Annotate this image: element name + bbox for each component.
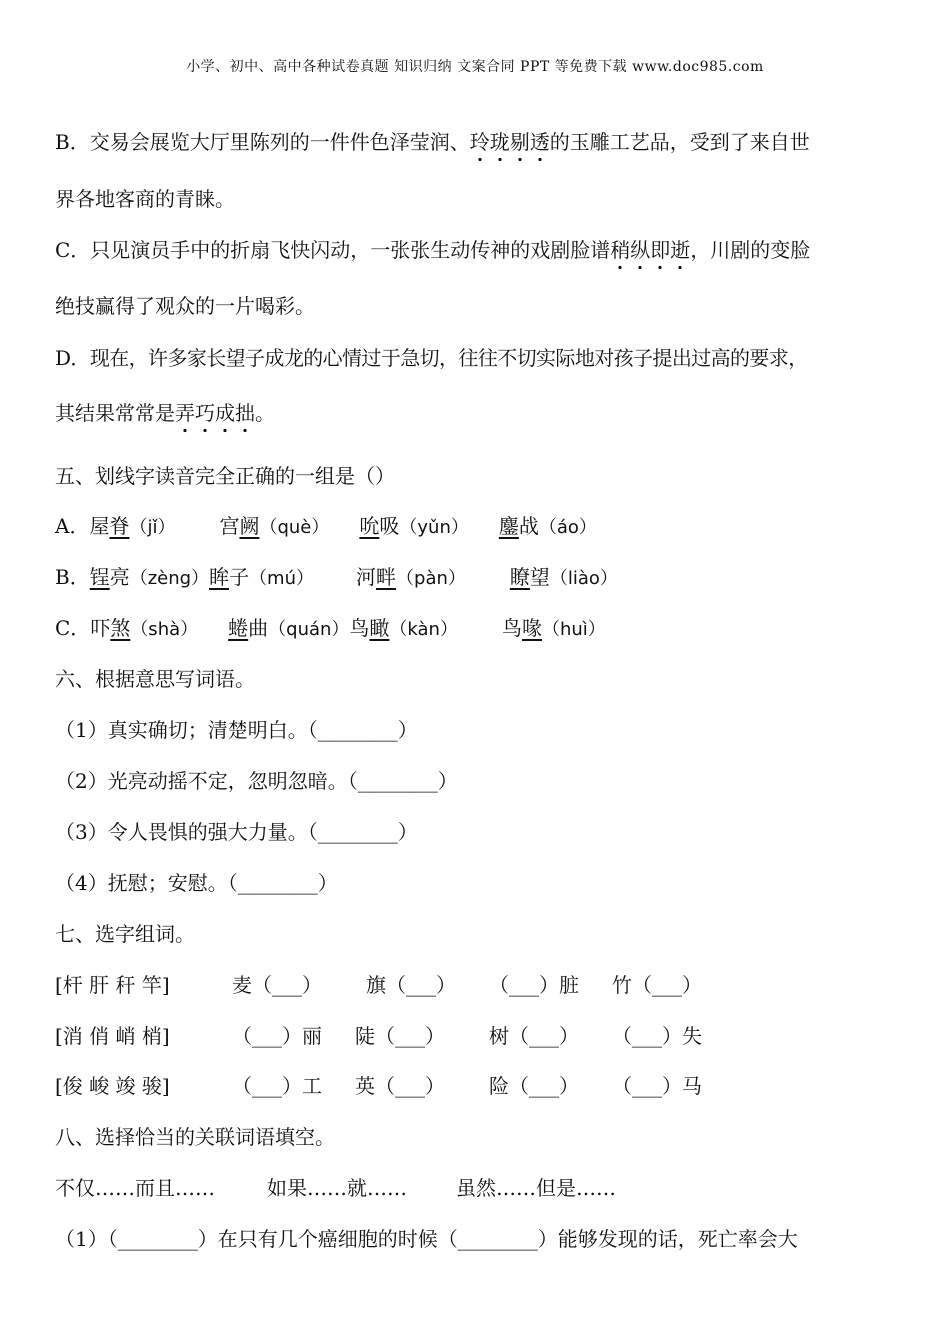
q5-b4-underlined: 瞭 bbox=[509, 565, 530, 589]
q4-b-dotted-word: 玲珑剔透 bbox=[470, 130, 550, 162]
q6-item-4: （4）抚慰；安慰。（________） bbox=[55, 871, 338, 895]
q5-c1-pinyin: （shà） bbox=[130, 619, 199, 640]
q4-d-text-pre: 其结果常常是 bbox=[55, 401, 175, 425]
q4-b-text-pre: B．交易会展览大厅里陈列的一件件色泽莹润、 bbox=[55, 130, 470, 154]
q5-b2-underlined: 眸 bbox=[209, 565, 230, 589]
q6-item-3: （3）令人畏惧的强大力量。（________） bbox=[55, 820, 418, 844]
q8-title: 八、选择恰当的关联词语填空。 bbox=[55, 1125, 335, 1149]
q5-a4-post: 战 bbox=[518, 514, 539, 538]
q5-b2-post: 子 bbox=[229, 565, 250, 589]
q5-a3-underlined: 吮 bbox=[359, 514, 380, 538]
q4-option-d: D．现在，许多家长望子成龙的心情过于急切，往往不切实际地对孩子提出过高的要求， bbox=[55, 346, 808, 370]
q5-c3-pre: 鸟 bbox=[349, 616, 370, 640]
q5-b1-underlined: 锃 bbox=[89, 565, 110, 589]
q4-c-text-post: ，川剧的变脸 bbox=[690, 238, 811, 262]
q4-c-dotted-word: 稍纵即逝 bbox=[610, 238, 690, 270]
q7-row1-word3: （___）脏 bbox=[489, 973, 579, 997]
q8-option-3: 虽然……但是…… bbox=[456, 1176, 616, 1200]
q7-row2-word4: （___）失 bbox=[612, 1024, 702, 1048]
q5-c1-pre: 吓 bbox=[90, 616, 111, 640]
q5-option-b bbox=[55, 561, 915, 590]
q5-b4-pinyin: （liào） bbox=[549, 568, 618, 589]
q7-row2-word3: 树（___） bbox=[489, 1024, 579, 1048]
q5-b1-post: 亮 bbox=[109, 565, 130, 589]
q5-c4-underlined: 喙 bbox=[521, 616, 542, 640]
q7-row2-chars: [消 俏 峭 梢] bbox=[55, 1024, 170, 1048]
q5-a2-pinyin: （què） bbox=[259, 517, 330, 538]
q5-b1-pinyin: （zèng） bbox=[129, 568, 210, 589]
q6-item-2: （2）光亮动摇不定，忽明忽暗。（________） bbox=[55, 769, 458, 793]
q5-a-label: A． bbox=[55, 514, 90, 538]
q5-option-c bbox=[55, 612, 915, 641]
q7-row3-word1: （___）工 bbox=[232, 1074, 322, 1098]
q8-option-1: 不仅……而且…… bbox=[55, 1176, 215, 1200]
q5-c-label: C． bbox=[55, 616, 91, 640]
q5-a4-pinyin: （áo） bbox=[538, 517, 597, 538]
q5-c4-pinyin: （huì） bbox=[541, 619, 606, 640]
q7-row2-word2: 陡（___） bbox=[355, 1024, 445, 1048]
q4-c-text-pre: C．只见演员手中的折扇飞快闪动，一张张生动传神的戏剧脸谱 bbox=[55, 238, 611, 262]
q5-b3-pinyin: （pàn） bbox=[396, 568, 466, 589]
q5-b-label: B． bbox=[55, 565, 90, 589]
q8-option-2: 如果……就…… bbox=[267, 1176, 407, 1200]
q5-title: 五、划线字读音完全正确的一组是（） bbox=[55, 464, 395, 488]
q6-item-1: （1）真实确切；清楚明白。（________） bbox=[55, 718, 418, 742]
q4-option-d-line2 bbox=[55, 397, 915, 426]
q5-a1-pinyin: （jǐ） bbox=[129, 517, 176, 538]
q7-row1-word1: 麦（___） bbox=[232, 973, 322, 997]
q5-a4-underlined: 鏖 bbox=[498, 514, 519, 538]
q5-a1-pre: 屋 bbox=[89, 514, 110, 538]
q5-b2-pinyin: （mú） bbox=[249, 568, 315, 589]
q5-a3-post: 吸 bbox=[379, 514, 400, 538]
q7-title: 七、选字组词。 bbox=[55, 922, 195, 946]
q7-row3-word2: 英（___） bbox=[355, 1074, 445, 1098]
q4-option-b bbox=[55, 126, 915, 155]
q5-b3-pre: 河 bbox=[356, 565, 377, 589]
q5-c1-underlined: 煞 bbox=[110, 616, 131, 640]
q7-row3-chars: [俊 峻 竣 骏] bbox=[55, 1074, 170, 1098]
q5-option-a bbox=[55, 510, 915, 539]
q5-c2-underlined: 蜷 bbox=[228, 616, 249, 640]
q4-d-text-post: 。 bbox=[255, 401, 275, 425]
q4-option-b-line2: 界各地客商的青睐。 bbox=[55, 187, 235, 211]
q4-d-dotted-word: 弄巧成拙 bbox=[175, 401, 255, 433]
q5-c3-underlined: 瞰 bbox=[369, 616, 390, 640]
q5-b4-post: 望 bbox=[529, 565, 550, 589]
q4-b-text-post: 的玉雕工艺品，受到了来自世 bbox=[549, 130, 810, 154]
q5-a3-pinyin: （yǔn） bbox=[399, 517, 469, 538]
q5-b3-underlined: 畔 bbox=[376, 565, 397, 589]
q5-c2-pinyin: （quán） bbox=[268, 619, 350, 640]
page-header: 小学、初中、高中各种试卷真题 知识归纳 文案合同 PPT 等免费下载 www.doc985.com bbox=[186, 59, 764, 75]
q5-a2-pre: 宫 bbox=[219, 514, 240, 538]
q4-option-c bbox=[55, 234, 915, 263]
q7-row2-word1: （___）丽 bbox=[232, 1024, 322, 1048]
q7-row1-word4: 竹（___） bbox=[612, 973, 702, 997]
q5-c2-post: 曲 bbox=[248, 616, 269, 640]
q7-row3-word3: 险（___） bbox=[489, 1074, 579, 1098]
q8-item-1: （1）（________）在只有几个癌细胞的时候（________）能够发现的话，死亡率会大 bbox=[55, 1227, 798, 1251]
q5-c4-pre: 鸟 bbox=[501, 616, 522, 640]
q5-a2-underlined: 阙 bbox=[239, 514, 260, 538]
q7-row3-word4: （___）马 bbox=[612, 1074, 702, 1098]
q4-option-c-line2: 绝技赢得了观众的一片喝彩。 bbox=[55, 294, 315, 318]
q5-c3-pinyin: （kàn） bbox=[389, 619, 458, 640]
q5-a1-underlined: 脊 bbox=[109, 514, 130, 538]
q7-row1-chars: [杆 肝 秆 竿] bbox=[55, 973, 170, 997]
q6-title: 六、根据意思写词语。 bbox=[55, 667, 255, 691]
q7-row1-word2: 旗（___） bbox=[366, 973, 456, 997]
